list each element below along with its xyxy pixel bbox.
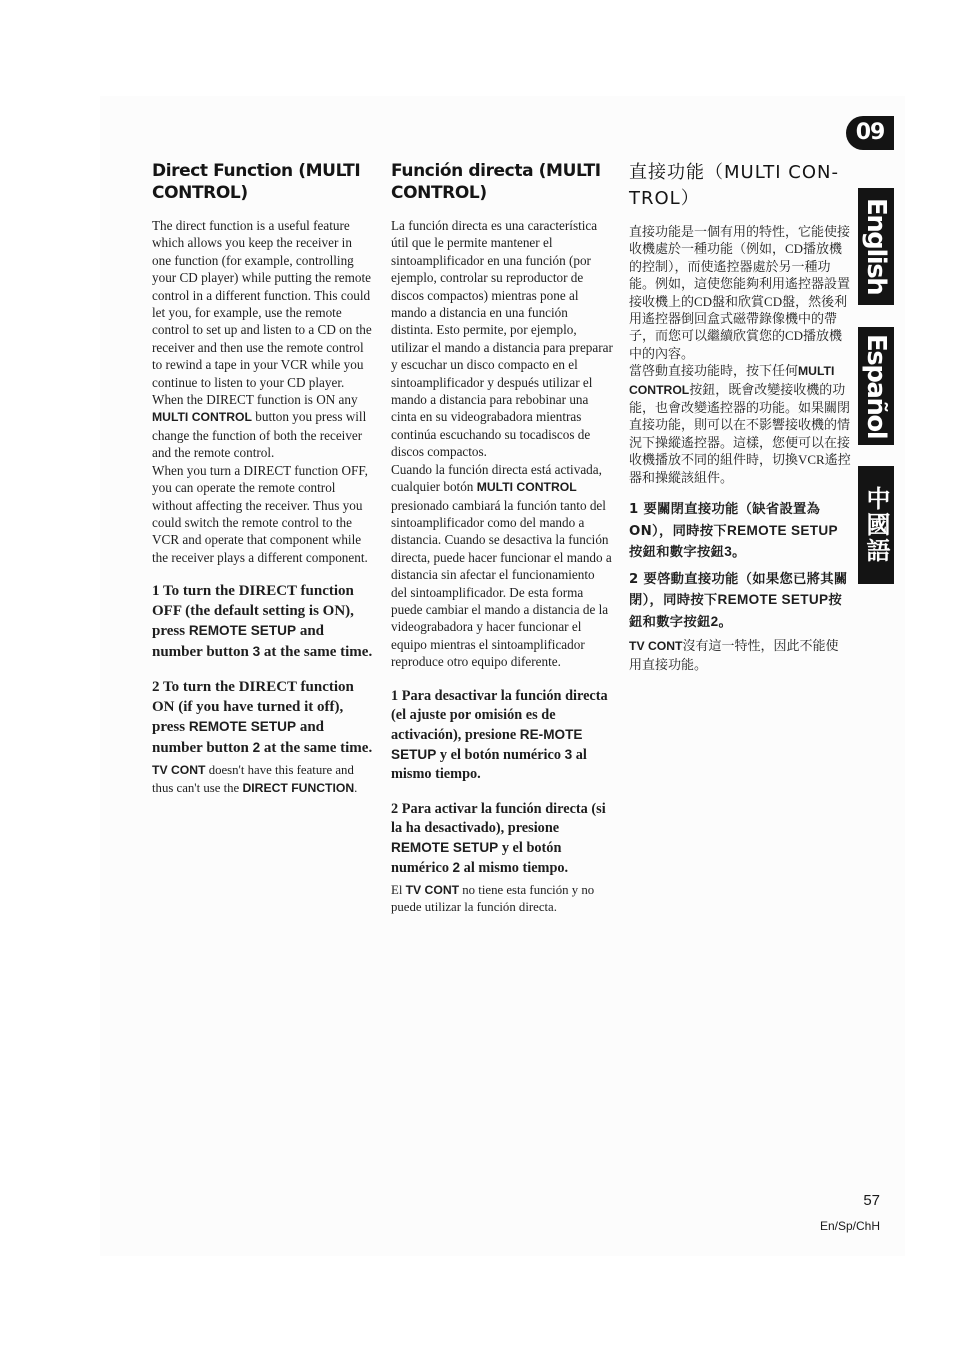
button-number: 3 — [252, 643, 261, 659]
section-heading: Direct Function (MULTI CONTROL) — [152, 161, 361, 203]
language-tab-english — [858, 188, 894, 305]
step-1 — [152, 582, 374, 662]
button-number: 3 — [724, 544, 733, 560]
text-run: al mismo tiempo. — [391, 746, 587, 782]
text-run: El — [391, 882, 406, 897]
text-run: doesn't have this feature and thus can't use the — [152, 763, 354, 795]
button-name: REMOTE SETUP — [717, 592, 829, 608]
text-run: button you press will change the function of both the receiver and the remote control. — [152, 409, 367, 461]
language-tab-espanol-label: Español — [861, 333, 891, 439]
language-tab-english-label: English — [861, 198, 891, 295]
direct-on-paragraph — [391, 461, 613, 671]
text-run: and number button — [152, 623, 324, 660]
direct-on-paragraph — [152, 391, 374, 462]
direct-off-paragraph: When you turn a DIRECT function OFF, you can operate the remote control without affecting the receiver. Thus you could switch the remote control to the VCR and operate that component while the receiver plays a different component. — [152, 462, 368, 565]
section-heading: 直接功能（MULTI CON-TROL） — [629, 162, 839, 209]
button-number: 2 — [452, 859, 461, 875]
text-run: . — [354, 780, 358, 795]
button-name: MULTI CONTROL — [629, 364, 835, 397]
button-name: RE-MOTE SETUP — [391, 726, 583, 762]
button-name: MULTI CONTROL — [476, 480, 577, 495]
step-2 — [391, 800, 613, 878]
section-heading: Función directa (MULTI CONTROL) — [391, 161, 601, 203]
button-name: MULTI CONTROL — [152, 410, 252, 425]
step-2 — [152, 678, 374, 758]
step-1 — [629, 500, 851, 564]
text-run: 2 To turn the DIRECT function ON (if you have turned it off), press — [152, 679, 354, 736]
page-number: 57 — [863, 1192, 880, 1209]
function-name: DIRECT FUNCTION — [242, 780, 355, 795]
button-name: TV CONT — [629, 639, 683, 654]
text-run: 。 — [718, 614, 733, 630]
text-run: presionado cambiará la función tanto del sintoamplificador como del mando a distancia. Cuando se desactiva la función directa, puede hacer funcionar el mando a distancia sin afectar el funcionamiento del sintoamplificador. De esta forma puede cambiar el mando a distancia de la videograbadora y hacer funcionar el equipo mientras el sintoamplificador reproduce otro equipo diferente. — [391, 497, 612, 670]
chapter-number-badge: 09 — [846, 116, 894, 150]
text-run: 按鈕，既會改變接收機的功能，也會改變遙控器的功能。如果關閉直接功能，則可以在不影響接收機的情況下操縱遙控器。這樣，您便可以在接收機播放不同的組件時，切換VCR遙控器和操縱該組件。 — [629, 381, 851, 485]
text-run: Cuando la función directa está activada, cualquier botón — [391, 461, 602, 495]
note — [152, 762, 374, 797]
chinese-column — [629, 160, 851, 673]
text-run: 當啓動直接功能時，按下任何 — [629, 363, 799, 379]
text-run: 按鈕和數字按鈕 — [629, 593, 842, 630]
text-run: 1 Para desactivar la función directa (el ajuste por omisión es de activación), presione — [391, 687, 608, 743]
text-run: 2 Para activar la función directa (si la ha desactivado), presione — [391, 800, 606, 836]
button-name: TV CONT — [152, 763, 206, 778]
text-run: 沒有這一特性，因此不能使用直接功能。 — [629, 638, 839, 672]
text-run: 。 — [732, 545, 746, 561]
text-run: 2 要啓動直接功能（如果您已將其關閉），同時按下 — [629, 571, 848, 609]
intro-paragraph: 直接功能是一個有用的特性，它能使接收機處於一種功能（例如，CD播放機的控制），而使遙控器處於另一種功能。例如，這使您能夠利用遙控器設置接收機上的CD盤和欣賞CD盤，然後利用遙控器倒回盒式磁帶錄像機中的帶子，而您可以繼續欣賞您的CD播放機中的內容。 — [629, 224, 851, 361]
language-codes: En/Sp/ChH — [819, 1219, 880, 1233]
english-column — [152, 160, 374, 797]
note — [391, 882, 613, 917]
language-tab-espanol — [858, 327, 894, 445]
intro-paragraph: La función directa es una característica útil que le permite mantener el sintoamplificador en una función (por ejemplo, controlar su reproductor de discos compactos) mientras pone al mando a distancia en una función distinta. Esto permite, por ejemplo, utilizar el mando a distancia para preparar y escuchar un disco compacto en el sintoamplificador y después utilizar el mando a distancia para rebobinar una cinta en su videograbadora mientras continúa escuchando su tocadiscos de discos compactos. — [391, 218, 613, 460]
button-number: 3 — [564, 746, 573, 762]
language-tab-chinese-label: 中國語 — [862, 486, 890, 564]
text-run: at the same time. — [260, 739, 373, 756]
step-2 — [629, 570, 851, 634]
text-run: 1 要關閉直接功能（缺省設置為ON），同時按下 — [629, 502, 821, 539]
text-run: at the same time. — [260, 643, 373, 660]
button-name: REMOTE SETUP — [726, 522, 838, 538]
text-run: al mismo tiempo. — [460, 859, 569, 876]
text-run: y el botón numérico — [436, 746, 565, 763]
button-name: REMOTE SETUP — [188, 623, 297, 639]
intro-paragraph: The direct function is a useful feature which allows you keep the receiver in one function (for example, controlling your CD player) while putting the remote control in a different function. This could let you, for example, use the remote control to set up and listen to a CD on the receiver and then use the remote control to rewind a tape in your VCR while you continue to listen to your CD player. — [152, 218, 372, 390]
language-tab-chinese — [858, 466, 894, 584]
button-number: 2 — [710, 613, 719, 629]
button-number: 2 — [252, 739, 261, 755]
text-run: and number button — [152, 719, 324, 756]
text-run: y el botón numérico — [391, 839, 562, 876]
spanish-column — [391, 160, 613, 916]
direct-on-paragraph — [629, 362, 851, 486]
note — [629, 637, 851, 673]
button-name: REMOTE SETUP — [188, 719, 297, 735]
text-run: 按鈕和數字按鈕 — [629, 545, 725, 561]
text-run: no tiene esta función y no puede utilizar la función directa. — [391, 882, 595, 914]
text-run: 1 To turn the DIRECT function OFF (the default setting is ON), press — [152, 583, 354, 640]
step-1 — [391, 687, 613, 784]
text-run: When the DIRECT function is ON any — [152, 392, 358, 408]
button-name: REMOTE SETUP — [391, 839, 499, 855]
button-name: TV CONT — [405, 882, 460, 897]
